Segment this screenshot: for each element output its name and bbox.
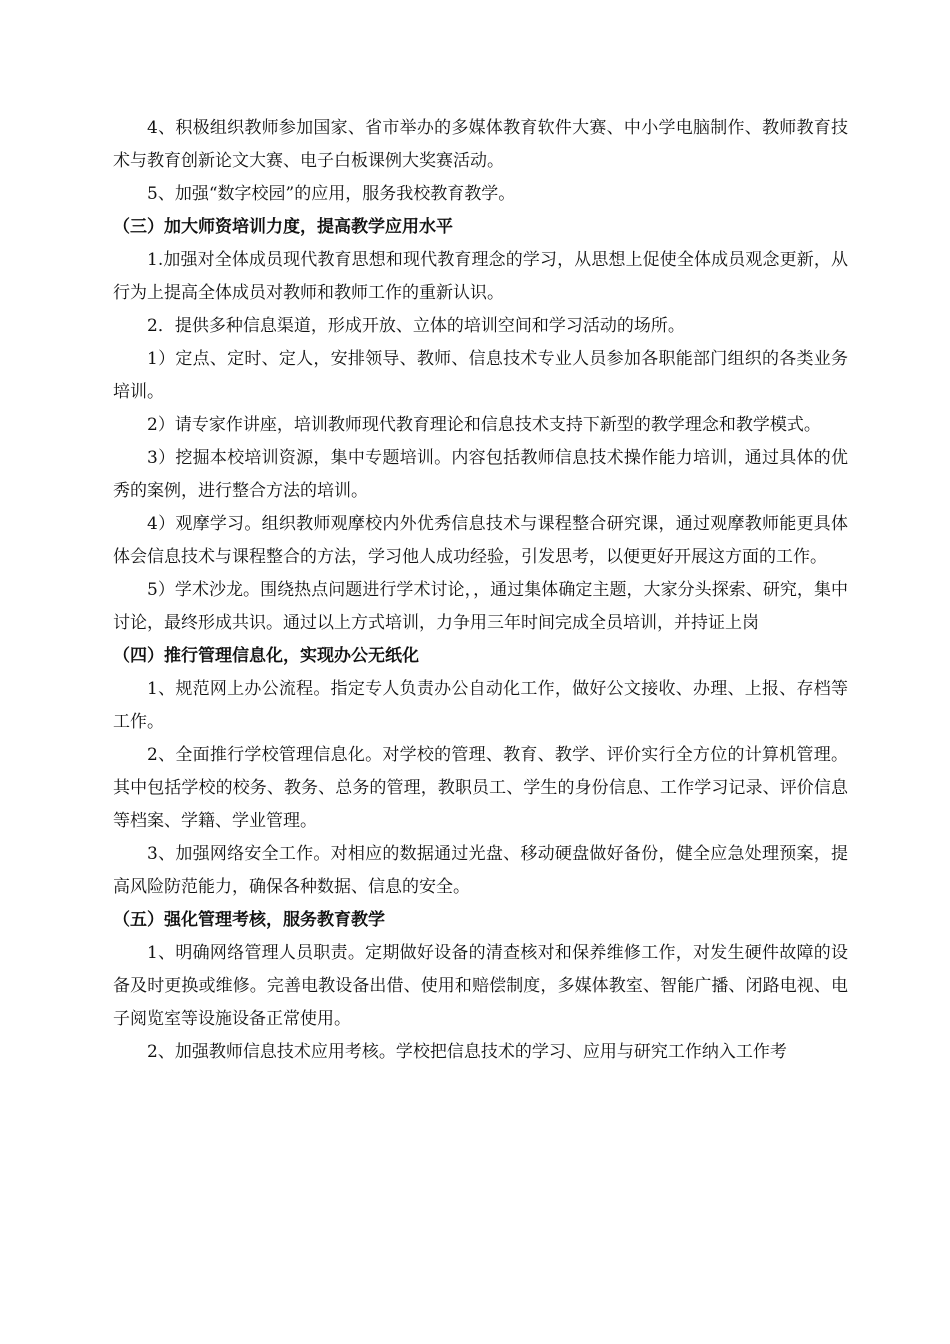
paragraph-management-2: 2、加强教师信息技术应用考核。学校把信息技术的学习、应用与研究工作纳入工作考 [147, 1042, 787, 1062]
paragraph-office-3: 3、加强网络安全工作。对相应的数据通过光盘、移动硬盘做好备份，健全应急处理预案，提高风险防范能力，确保各种数据、信息的安全。 [113, 844, 848, 897]
document-page [113, 112, 848, 1069]
section-heading-3: （三）加大师资培训力度，提高教学应用水平 [113, 217, 453, 237]
paragraph-training-2: 2．提供多种信息渠道，形成开放、立体的培训空间和学习活动的场所。 [147, 316, 685, 336]
paragraph-training-2-2: 2）请专家作讲座，培训教师现代教育理论和信息技术支持下新型的教学理念和教学模式。 [147, 415, 821, 435]
paragraph-training-2-3: 3）挖掘本校培训资源，集中专题培训。内容包括教师信息技术操作能力培训，通过具体的优秀的案例，进行整合方法的培训。 [113, 448, 848, 501]
paragraph-training-1: 1.加强对全体成员现代教育思想和现代教育理念的学习，从思想上促使全体成员观念更新，从行为上提高全体成员对教师和教师工作的重新认识。 [113, 250, 848, 303]
paragraph-office-2: 2、全面推行学校管理信息化。对学校的管理、教育、教学、评价实行全方位的计算机管理。其中包括学校的校务、教务、总务的管理，教职员工、学生的身份信息、工作学习记录、评价信息等档案、学籍、学业管理。 [113, 745, 848, 831]
section-heading-4: （四）推行管理信息化，实现办公无纸化 [113, 646, 419, 666]
section-heading-5: （五）强化管理考核，服务教育教学 [113, 910, 385, 930]
paragraph-training-2-4: 4）观摩学习。组织教师观摩校内外优秀信息技术与课程整合研究课，通过观摩教师能更具体体会信息技术与课程整合的方法，学习他人成功经验，引发思考，以便更好开展这方面的工作。 [113, 514, 848, 567]
paragraph-management-1: 1、明确网络管理人员职责。定期做好设备的清查核对和保养维修工作，对发生硬件故障的设备及时更换或维修。完善电教设备出借、使用和赔偿制度，多媒体教室、智能广播、闭路电视、电子阅览室等设施设备正常使用。 [113, 943, 848, 1029]
paragraph-item-4-competitions: 4、积极组织教师参加国家、省市举办的多媒体教育软件大赛、中小学电脑制作、教师教育技术与教育创新论文大赛、电子白板课例大奖赛活动。 [113, 118, 848, 171]
paragraph-training-2-1: 1）定点、定时、定人，安排领导、教师、信息技术专业人员参加各职能部门组织的各类业务培训。 [113, 349, 848, 402]
paragraph-office-1: 1、规范网上办公流程。指定专人负责办公自动化工作，做好公文接收、办理、上报、存档等工作。 [113, 679, 848, 732]
paragraph-item-5-digital-campus: 5、加强“数字校园”的应用，服务我校教育教学。 [147, 184, 516, 204]
paragraph-training-2-5: 5）学术沙龙。围绕热点问题进行学术讨论，，通过集体确定主题，大家分头探索、研究，集中讨论，最终形成共识。通过以上方式培训，力争用三年时间完成全员培训，并持证上岗 [113, 580, 848, 633]
